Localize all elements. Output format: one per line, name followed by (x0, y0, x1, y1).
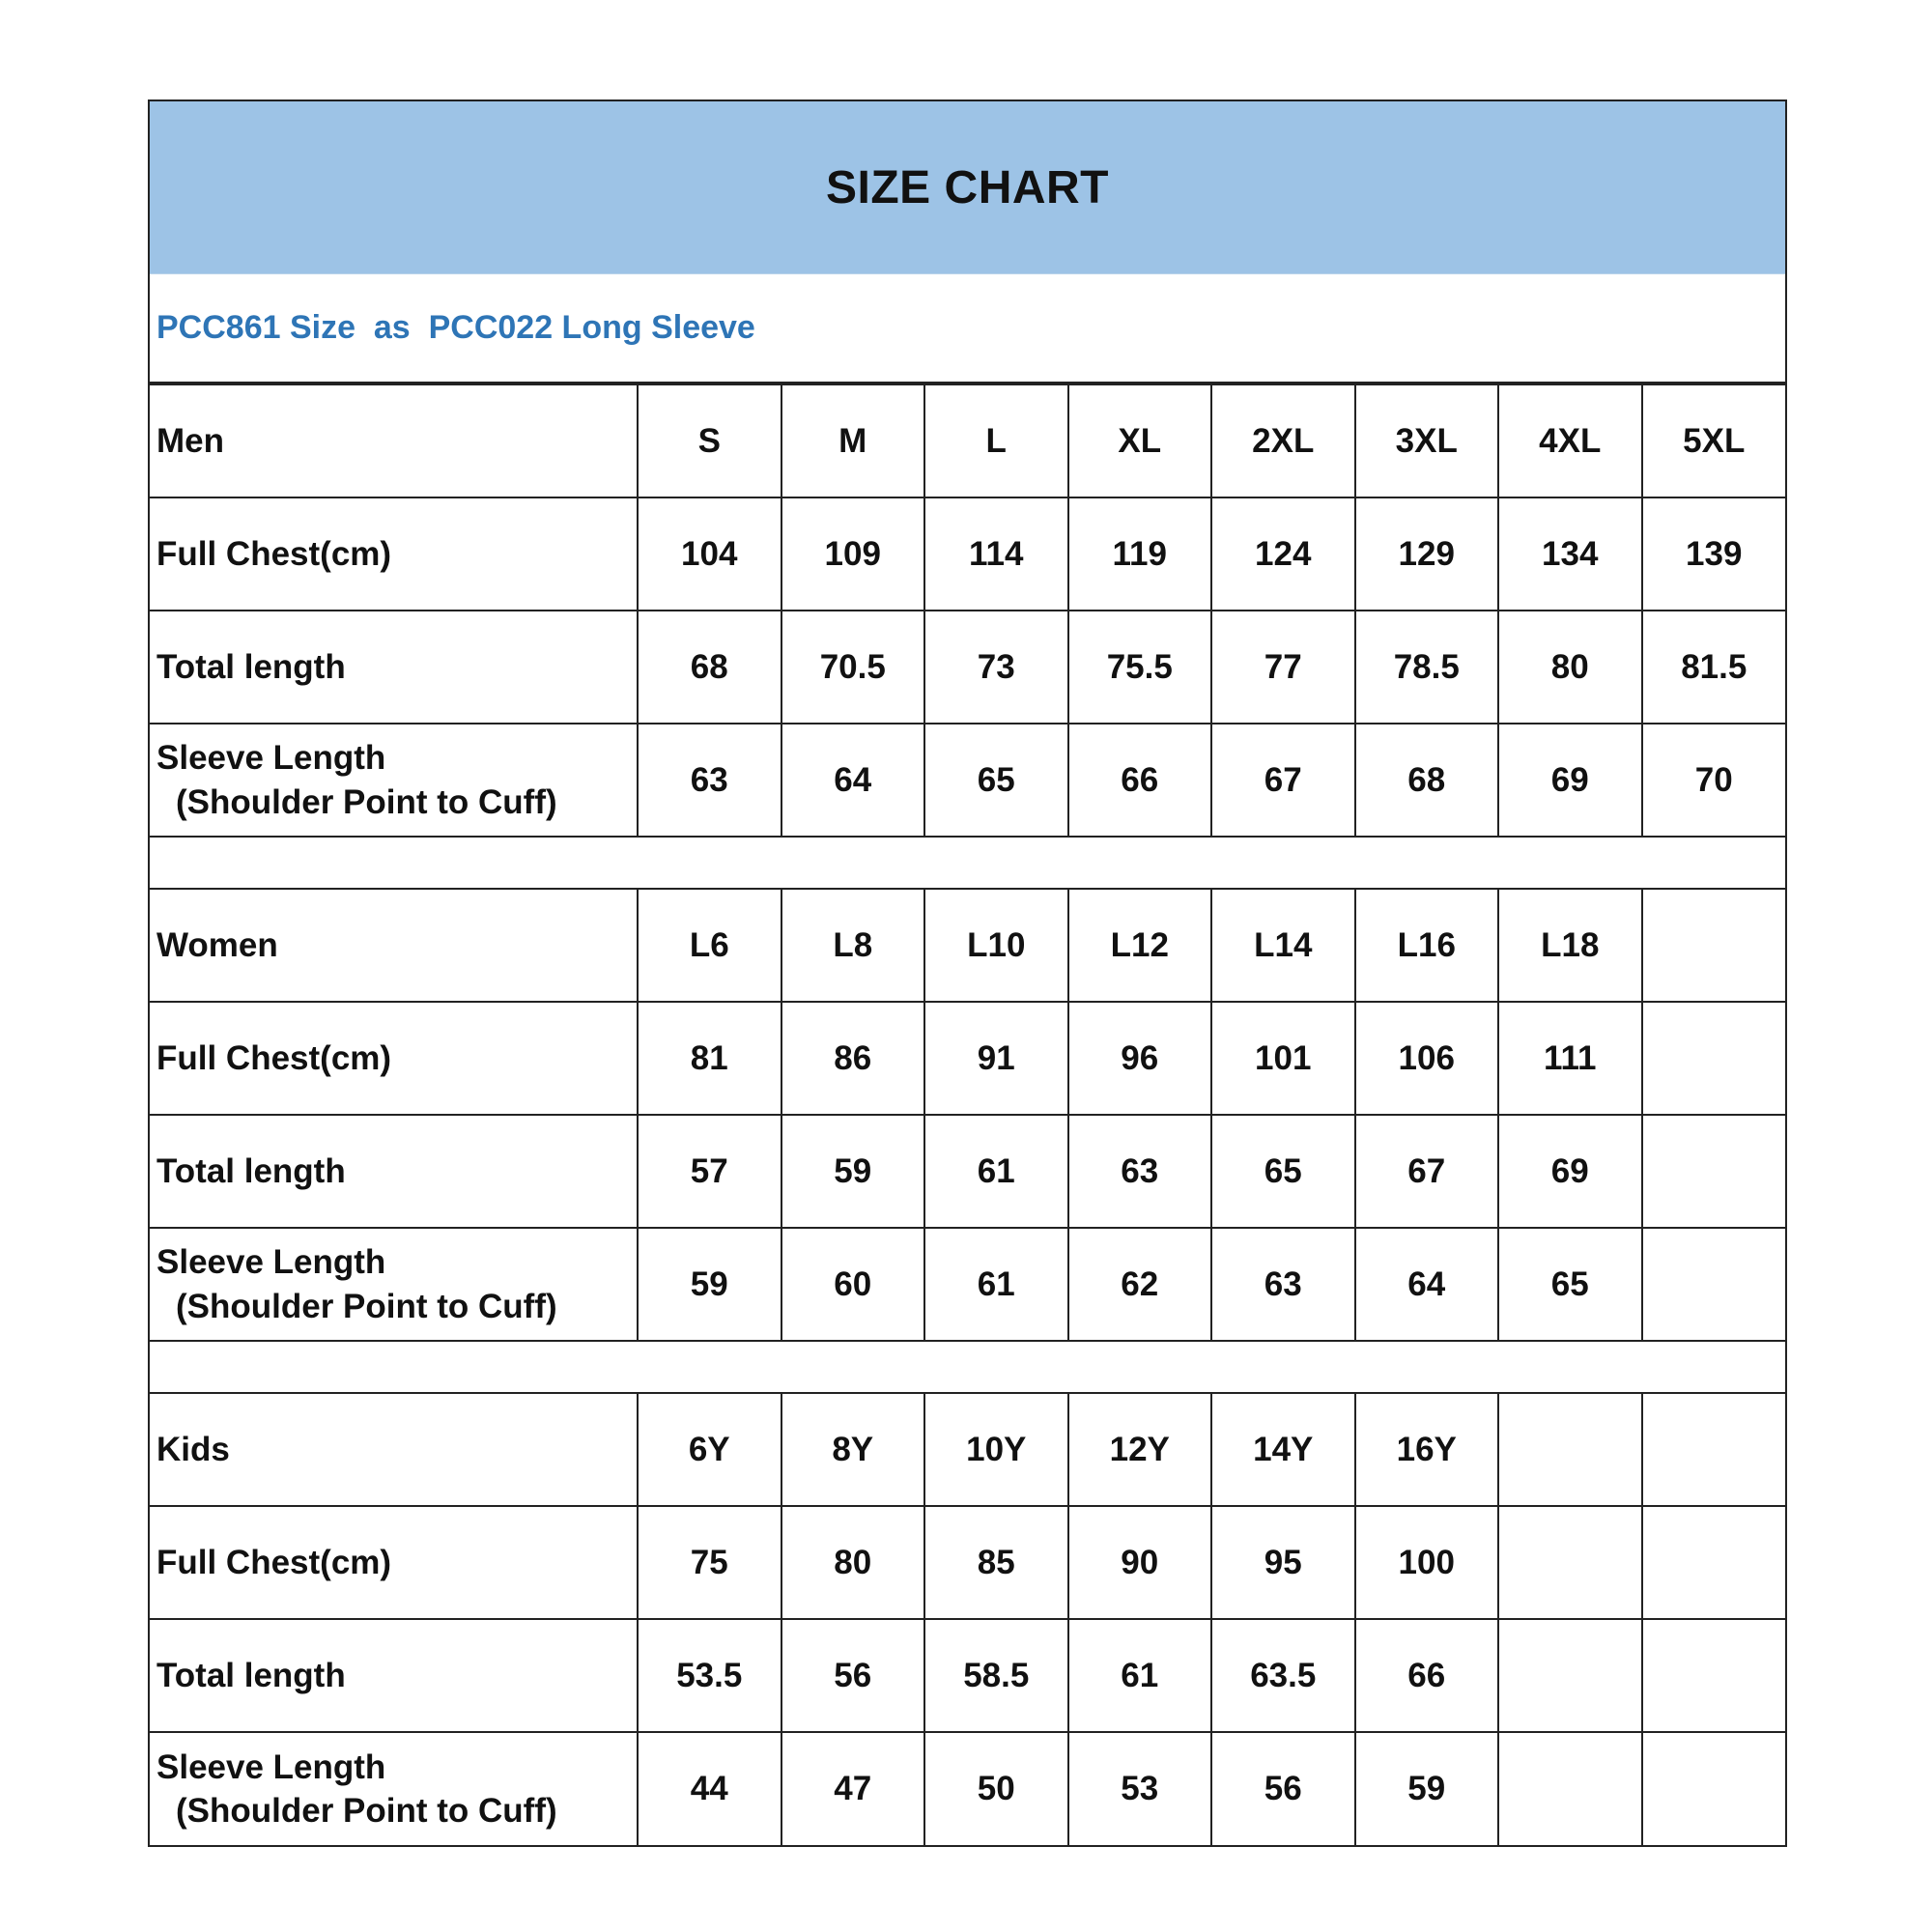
row-label (150, 1732, 638, 1845)
size-header-cell: 10Y (924, 1393, 1068, 1506)
row-label-text: Sleeve Length (156, 739, 386, 777)
measurement-cell: 106 (1355, 1002, 1499, 1115)
size-header-cell: L6 (638, 889, 781, 1002)
measurement-cell: 81 (638, 1002, 781, 1115)
subtitle-row (150, 274, 1785, 384)
measurement-cell: 129 (1355, 497, 1499, 611)
measurement-cell: 64 (781, 724, 925, 837)
size-header-cell: 12Y (1068, 1393, 1212, 1506)
row-label (150, 1619, 638, 1732)
measurement-cell: 59 (781, 1115, 925, 1228)
measurement-cell: 59 (1355, 1732, 1499, 1845)
measurement-cell: 90 (1068, 1506, 1212, 1619)
size-header-cell (1642, 889, 1786, 1002)
row-label-text: Total length (156, 1151, 346, 1190)
measurement-cell: 95 (1211, 1506, 1355, 1619)
title-bar (150, 101, 1785, 274)
measurement-cell: 67 (1211, 724, 1355, 837)
size-header-cell: 3XL (1355, 384, 1499, 497)
row-label (150, 1506, 638, 1619)
measurement-cell: 63 (638, 724, 781, 837)
measurement-cell: 114 (924, 497, 1068, 611)
row-label (150, 497, 638, 611)
size-table (150, 384, 1785, 1845)
measurement-cell: 111 (1498, 1002, 1642, 1115)
table-row (150, 1732, 1785, 1845)
table-row (150, 724, 1785, 837)
measurement-cell: 69 (1498, 724, 1642, 837)
size-header-cell: 6Y (638, 1393, 781, 1506)
measurement-cell: 63 (1068, 1115, 1212, 1228)
measurement-cell: 63.5 (1211, 1619, 1355, 1732)
measurement-cell (1642, 1002, 1786, 1115)
measurement-cell: 91 (924, 1002, 1068, 1115)
measurement-cell: 65 (1211, 1115, 1355, 1228)
measurement-cell: 104 (638, 497, 781, 611)
size-header-cell: L10 (924, 889, 1068, 1002)
row-label-text: Sleeve Length (156, 1243, 386, 1281)
size-header-cell: 14Y (1211, 1393, 1355, 1506)
size-header-cell: 2XL (1211, 384, 1355, 497)
row-label (150, 1115, 638, 1228)
measurement-cell: 65 (924, 724, 1068, 837)
row-label (150, 1228, 638, 1341)
measurement-cell: 64 (1355, 1228, 1499, 1341)
measurement-cell (1498, 1506, 1642, 1619)
row-label-text: Total length (156, 1656, 346, 1694)
measurement-cell: 65 (1498, 1228, 1642, 1341)
measurement-cell: 59 (638, 1228, 781, 1341)
table-row (150, 1228, 1785, 1341)
measurement-cell: 80 (781, 1506, 925, 1619)
measurement-cell: 100 (1355, 1506, 1499, 1619)
size-header-cell: L14 (1211, 889, 1355, 1002)
measurement-cell: 61 (924, 1228, 1068, 1341)
measurement-cell: 68 (638, 611, 781, 724)
measurement-cell (1642, 1228, 1786, 1341)
size-header-cell: L16 (1355, 889, 1499, 1002)
measurement-cell: 81.5 (1642, 611, 1786, 724)
size-header-cell: L8 (781, 889, 925, 1002)
row-label (150, 724, 638, 837)
separator-cell (150, 1341, 1785, 1393)
measurement-cell: 85 (924, 1506, 1068, 1619)
measurement-cell: 62 (1068, 1228, 1212, 1341)
measurement-cell: 53 (1068, 1732, 1212, 1845)
measurement-cell: 96 (1068, 1002, 1212, 1115)
women-size-header-row (150, 889, 1785, 1002)
row-label-text: Kids (156, 1430, 230, 1468)
kids-size-header-row (150, 1393, 1785, 1506)
measurement-cell: 70.5 (781, 611, 925, 724)
measurement-cell: 124 (1211, 497, 1355, 611)
row-label (150, 384, 638, 497)
size-header-cell (1498, 1393, 1642, 1506)
men-size-header-row (150, 384, 1785, 497)
measurement-cell: 56 (781, 1619, 925, 1732)
measurement-cell: 66 (1355, 1619, 1499, 1732)
size-header-cell: 8Y (781, 1393, 925, 1506)
measurement-cell: 57 (638, 1115, 781, 1228)
measurement-cell: 58.5 (924, 1619, 1068, 1732)
table-row (150, 611, 1785, 724)
measurement-cell: 61 (1068, 1619, 1212, 1732)
measurement-cell: 78.5 (1355, 611, 1499, 724)
measurement-cell: 119 (1068, 497, 1212, 611)
section-separator-row (150, 1341, 1785, 1393)
section-separator-row (150, 837, 1785, 889)
measurement-cell (1498, 1732, 1642, 1845)
measurement-cell: 70 (1642, 724, 1786, 837)
size-chart-sheet (148, 99, 1787, 1847)
measurement-cell: 77 (1211, 611, 1355, 724)
size-header-cell: L18 (1498, 889, 1642, 1002)
size-header-cell: 5XL (1642, 384, 1786, 497)
measurement-cell: 75.5 (1068, 611, 1212, 724)
row-label-text: Total length (156, 647, 346, 686)
measurement-cell: 53.5 (638, 1619, 781, 1732)
measurement-cell (1498, 1619, 1642, 1732)
measurement-cell: 101 (1211, 1002, 1355, 1115)
measurement-cell: 47 (781, 1732, 925, 1845)
measurement-cell: 86 (781, 1002, 925, 1115)
measurement-cell (1642, 1619, 1786, 1732)
measurement-cell: 63 (1211, 1228, 1355, 1341)
measurement-cell: 61 (924, 1115, 1068, 1228)
size-header-cell: 4XL (1498, 384, 1642, 497)
separator-cell (150, 837, 1785, 889)
row-label-text: Women (156, 925, 278, 964)
measurement-cell: 66 (1068, 724, 1212, 837)
size-header-cell: S (638, 384, 781, 497)
size-header-cell: L (924, 384, 1068, 497)
measurement-cell: 50 (924, 1732, 1068, 1845)
measurement-cell: 80 (1498, 611, 1642, 724)
subtitle: PCC861 Size as PCC022 Long Sleeve (156, 309, 755, 346)
size-header-cell: XL (1068, 384, 1212, 497)
table-row (150, 1619, 1785, 1732)
row-label (150, 889, 638, 1002)
row-label (150, 611, 638, 724)
row-label-text: Full Chest(cm) (156, 1038, 392, 1077)
measurement-cell (1642, 1506, 1786, 1619)
row-label (150, 1002, 638, 1115)
page-title: SIZE CHART (826, 161, 1109, 213)
table-row (150, 1115, 1785, 1228)
measurement-cell: 139 (1642, 497, 1786, 611)
measurement-cell: 73 (924, 611, 1068, 724)
measurement-cell: 68 (1355, 724, 1499, 837)
size-header-cell: M (781, 384, 925, 497)
row-label-subtext: (Shoulder Point to Cuff) (176, 1792, 557, 1830)
row-label (150, 1393, 638, 1506)
row-label-text: Men (156, 421, 224, 460)
row-label-text: Sleeve Length (156, 1747, 386, 1786)
row-label-text: Full Chest(cm) (156, 534, 392, 573)
measurement-cell: 44 (638, 1732, 781, 1845)
measurement-cell: 60 (781, 1228, 925, 1341)
row-label-subtext: (Shoulder Point to Cuff) (176, 782, 557, 821)
measurement-cell: 56 (1211, 1732, 1355, 1845)
measurement-cell: 69 (1498, 1115, 1642, 1228)
measurement-cell: 109 (781, 497, 925, 611)
size-header-cell: 16Y (1355, 1393, 1499, 1506)
measurement-cell: 134 (1498, 497, 1642, 611)
table-row (150, 497, 1785, 611)
table-row (150, 1506, 1785, 1619)
size-header-cell (1642, 1393, 1786, 1506)
measurement-cell (1642, 1732, 1786, 1845)
row-label-subtext: (Shoulder Point to Cuff) (176, 1287, 557, 1325)
table-row (150, 1002, 1785, 1115)
measurement-cell: 67 (1355, 1115, 1499, 1228)
row-label-text: Full Chest(cm) (156, 1543, 392, 1581)
size-header-cell: L12 (1068, 889, 1212, 1002)
measurement-cell (1642, 1115, 1786, 1228)
measurement-cell: 75 (638, 1506, 781, 1619)
